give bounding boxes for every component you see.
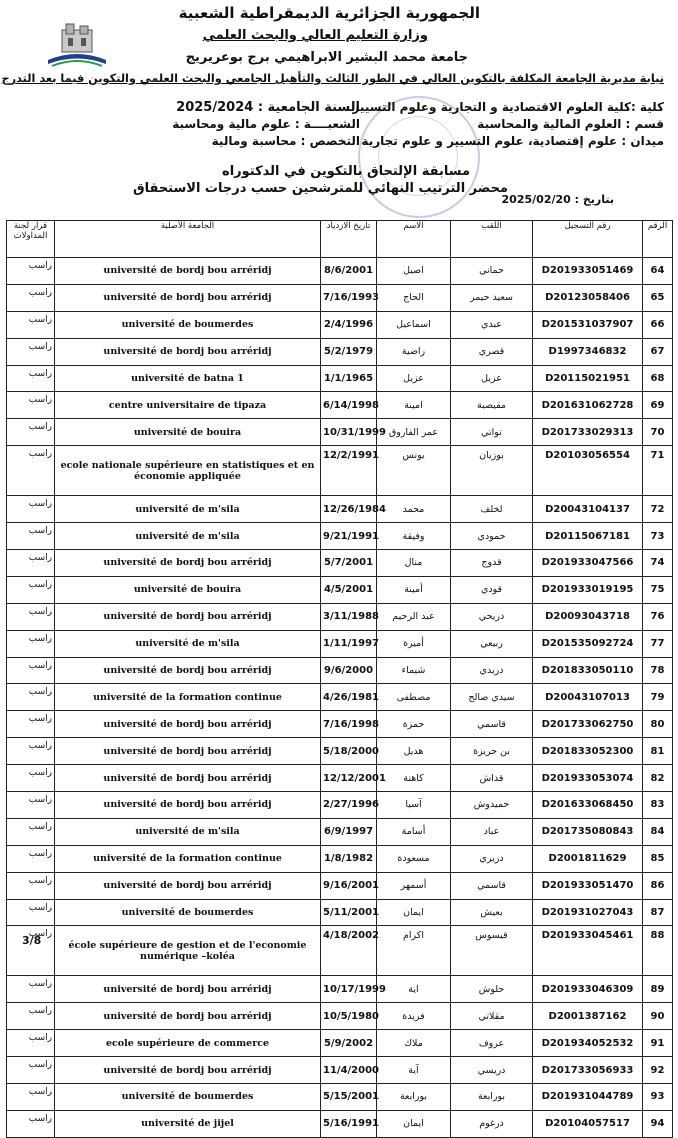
table-row: [7, 446, 673, 496]
table-row: [7, 926, 673, 976]
surname-cell: سعيد حيمر: [451, 284, 533, 311]
decision-cell: راسب: [7, 1003, 55, 1030]
university-cell: université de la formation continue: [55, 845, 321, 872]
col-name: الاسم: [377, 221, 451, 258]
rank-cell: 64: [643, 258, 673, 285]
university-cell: université de bouira: [55, 419, 321, 446]
name-cell: راضية: [377, 338, 451, 365]
vice-rectorate-title: نيابة مديرية الجامعة المكلفة بالتكوين العالي في الطور الثالث والتأهيل الجامعي والبحث العلمي والتكوين فيما بعد التدرج: [1, 72, 664, 85]
decision-cell: راسب: [7, 630, 55, 657]
decision-cell: راسب: [7, 818, 55, 845]
table-row: [7, 630, 673, 657]
decision-cell: راسب: [7, 496, 55, 523]
decision-cell: راسب: [7, 311, 55, 338]
registration-cell: D201733029313: [533, 419, 643, 446]
university-cell: université de jijel: [55, 1110, 321, 1137]
decision-cell: راسب: [7, 392, 55, 419]
university-cell: école supérieure de gestion et de l'economie numérique –koléa: [55, 926, 321, 976]
birth-date-cell: 1/11/1997: [321, 630, 377, 657]
registration-cell: D201933047566: [533, 550, 643, 577]
birth-date-cell: 3/11/1988: [321, 603, 377, 630]
name-cell: حمزة: [377, 711, 451, 738]
decision-cell: راسب: [7, 338, 55, 365]
name-cell: يونس: [377, 446, 451, 496]
birth-date-cell: 9/21/1991: [321, 523, 377, 550]
table-header-row: [7, 221, 673, 258]
birth-date-cell: 12/26/1984: [321, 496, 377, 523]
table-row: [7, 419, 673, 446]
name-cell: امينة: [377, 392, 451, 419]
table-row: [7, 365, 673, 392]
name-cell: أسمهر: [377, 872, 451, 899]
official-stamp: [358, 96, 480, 218]
rank-cell: 80: [643, 711, 673, 738]
table-row: [7, 711, 673, 738]
decision-cell: راسب: [7, 603, 55, 630]
registration-cell: D201933053074: [533, 765, 643, 792]
rank-cell: 83: [643, 792, 673, 819]
decision-cell: راسب: [7, 1030, 55, 1057]
university-cell: université de bordj bou arréridj: [55, 550, 321, 577]
decision-cell: راسب: [7, 976, 55, 1003]
decision-cell: راسب: [7, 899, 55, 926]
rank-cell: 67: [643, 338, 673, 365]
surname-cell: حمودي: [451, 523, 533, 550]
table-row: [7, 738, 673, 765]
name-cell: آية: [377, 1057, 451, 1084]
registration-cell: D20115067181: [533, 523, 643, 550]
rank-cell: 71: [643, 446, 673, 496]
rank-cell: 75: [643, 576, 673, 603]
name-cell: اية: [377, 976, 451, 1003]
table-row: [7, 657, 673, 684]
name-cell: ايمان: [377, 899, 451, 926]
university-cell: université de bordj bou arréridj: [55, 711, 321, 738]
table-row: [7, 872, 673, 899]
surname-cell: سيدي صالح: [451, 684, 533, 711]
registration-cell: D20043104137: [533, 496, 643, 523]
surname-cell: تواتي: [451, 419, 533, 446]
department-label: قسم : العلوم المالية والمحاسبة: [477, 117, 664, 131]
ranking-report-title: محضر الترتيب النهائي للمترشحين حسب درجات الاستحقاق: [132, 181, 508, 196]
registration-cell: D20043107013: [533, 684, 643, 711]
decision-cell: راسب: [7, 765, 55, 792]
registration-cell: D20115021951: [533, 365, 643, 392]
registration-cell: D201733056933: [533, 1057, 643, 1084]
table-row: [7, 899, 673, 926]
col-university: الجامعة الأصلية: [55, 221, 321, 258]
col-birth-date: تاريخ الازدياد: [321, 221, 377, 258]
birth-date-cell: 2/4/1996: [321, 311, 377, 338]
name-cell: منال: [377, 550, 451, 577]
decision-cell: راسب: [7, 419, 55, 446]
birth-date-cell: 12/2/1991: [321, 446, 377, 496]
birth-date-cell: 5/18/2000: [321, 738, 377, 765]
surname-cell: مقلاتي: [451, 1003, 533, 1030]
university-cell: université de boumerdes: [55, 311, 321, 338]
table-row: [7, 1057, 673, 1084]
birth-date-cell: 10/17/1999: [321, 976, 377, 1003]
surname-cell: قودي: [451, 576, 533, 603]
decision-cell: راسب: [7, 1084, 55, 1111]
surname-cell: دزيري: [451, 845, 533, 872]
birth-date-cell: 11/4/2000: [321, 1057, 377, 1084]
name-cell: محمد: [377, 496, 451, 523]
table-row: [7, 1003, 673, 1030]
birth-date-cell: 4/18/2002: [321, 926, 377, 976]
birth-date-cell: 4/26/1981: [321, 684, 377, 711]
name-cell: الحاج: [377, 284, 451, 311]
surname-cell: حلوش: [451, 976, 533, 1003]
decision-cell: راسب: [7, 258, 55, 285]
name-cell: ملاك: [377, 1030, 451, 1057]
surname-cell: درغوم: [451, 1110, 533, 1137]
rank-cell: 68: [643, 365, 673, 392]
registration-cell: D201933019195: [533, 576, 643, 603]
registration-cell: D20103056554: [533, 446, 643, 496]
rank-cell: 78: [643, 657, 673, 684]
name-cell: عزيل: [377, 365, 451, 392]
surname-cell: بورابعة: [451, 1084, 533, 1111]
academic-year-label: السنة الجامعية : 2025/2024: [176, 100, 360, 115]
surname-cell: بن حريزة: [451, 738, 533, 765]
university-cell: université de bordj bou arréridj: [55, 603, 321, 630]
birth-date-cell: 9/6/2000: [321, 657, 377, 684]
rank-cell: 70: [643, 419, 673, 446]
university-cell: université de bordj bou arréridj: [55, 976, 321, 1003]
table-row: [7, 1084, 673, 1111]
name-cell: ايمان: [377, 1110, 451, 1137]
university-cell: université de bouira: [55, 576, 321, 603]
decision-cell: راسب: [7, 365, 55, 392]
surname-cell: مقيصبة: [451, 392, 533, 419]
birth-date-cell: 1/1/1965: [321, 365, 377, 392]
decision-cell: راسب: [7, 845, 55, 872]
birth-date-cell: 7/16/1998: [321, 711, 377, 738]
col-decision: قرار لجنة المداولات: [7, 221, 55, 258]
birth-date-cell: 1/8/1982: [321, 845, 377, 872]
faculty-label: كلية :كلية العلوم الاقتصادية و التجارية وعلوم التسيير: [352, 100, 664, 114]
branch-label: الشعبــــة : علوم مالية ومحاسبة: [172, 117, 360, 131]
table-row: [7, 523, 673, 550]
registration-cell: D2001387162: [533, 1003, 643, 1030]
table-row: [7, 818, 673, 845]
table-row: [7, 338, 673, 365]
surname-cell: عروف: [451, 1030, 533, 1057]
registration-cell: D201934052532: [533, 1030, 643, 1057]
birth-date-cell: 8/6/2001: [321, 258, 377, 285]
report-date: بتاريخ : 2025/02/20: [501, 193, 614, 206]
rank-cell: 77: [643, 630, 673, 657]
rank-cell: 94: [643, 1110, 673, 1137]
birth-date-cell: 9/16/2001: [321, 872, 377, 899]
decision-cell: راسب: [7, 792, 55, 819]
university-cell: université de bordj bou arréridj: [55, 1003, 321, 1030]
surname-cell: قيسوس: [451, 926, 533, 976]
surname-cell: قاسمي: [451, 711, 533, 738]
registration-cell: D20104057517: [533, 1110, 643, 1137]
name-cell: كاهنة: [377, 765, 451, 792]
decision-cell: راسب: [7, 872, 55, 899]
surname-cell: عباد: [451, 818, 533, 845]
birth-date-cell: 5/9/2002: [321, 1030, 377, 1057]
name-cell: وفيقة: [377, 523, 451, 550]
table-row: [7, 684, 673, 711]
decision-cell: راسب: [7, 684, 55, 711]
name-cell: اصيل: [377, 258, 451, 285]
page-number: 3/8: [22, 934, 42, 947]
registration-cell: D201933046309: [533, 976, 643, 1003]
competition-title: مسابقة الإلتحاق بالتكوين في الدكتوراه: [222, 164, 470, 179]
registration-cell: D201631062728: [533, 392, 643, 419]
birth-date-cell: 5/16/1991: [321, 1110, 377, 1137]
university-cell: université de m'sila: [55, 630, 321, 657]
registration-cell: D201931027043: [533, 899, 643, 926]
table-row: [7, 311, 673, 338]
decision-cell: راسب: [7, 523, 55, 550]
university-cell: université de bordj bou arréridj: [55, 1057, 321, 1084]
name-cell: عبد الرحيم: [377, 603, 451, 630]
surname-cell: لخلف: [451, 496, 533, 523]
name-cell: أمينة: [377, 576, 451, 603]
rank-cell: 79: [643, 684, 673, 711]
ministry-title: وزارة التعليم العالي والبحث العلمي: [202, 28, 428, 43]
rank-cell: 72: [643, 496, 673, 523]
name-cell: شيماء: [377, 657, 451, 684]
rank-cell: 84: [643, 818, 673, 845]
name-cell: أسامة: [377, 818, 451, 845]
rank-cell: 86: [643, 872, 673, 899]
table-row: [7, 258, 673, 285]
registration-cell: D201531037907: [533, 311, 643, 338]
university-logo-icon: [44, 20, 110, 72]
decision-cell: راسب: [7, 738, 55, 765]
registration-cell: D1997346832: [533, 338, 643, 365]
birth-date-cell: 5/11/2001: [321, 899, 377, 926]
rank-cell: 87: [643, 899, 673, 926]
name-cell: اكرام: [377, 926, 451, 976]
candidates-table: [6, 220, 673, 1138]
table-row: [7, 976, 673, 1003]
surname-cell: قاسمي: [451, 872, 533, 899]
birth-date-cell: 12/12/2001: [321, 765, 377, 792]
university-cell: université de m'sila: [55, 818, 321, 845]
registration-cell: D201933051470: [533, 872, 643, 899]
surname-cell: دريسي: [451, 1057, 533, 1084]
table-row: [7, 603, 673, 630]
birth-date-cell: 4/5/2001: [321, 576, 377, 603]
table-row: [7, 792, 673, 819]
registration-cell: D201735080843: [533, 818, 643, 845]
table-row: [7, 1110, 673, 1137]
name-cell: هديل: [377, 738, 451, 765]
university-cell: université de bordj bou arréridj: [55, 657, 321, 684]
university-cell: université de bordj bou arréridj: [55, 284, 321, 311]
decision-cell: راسب: [7, 550, 55, 577]
birth-date-cell: 5/7/2001: [321, 550, 377, 577]
col-surname: اللقب: [451, 221, 533, 258]
birth-date-cell: 5/15/2001: [321, 1084, 377, 1111]
birth-date-cell: 2/27/1996: [321, 792, 377, 819]
birth-date-cell: 6/14/1998: [321, 392, 377, 419]
table-row: [7, 1030, 673, 1057]
specialty-label: التخصص : محاسبة ومالية: [211, 134, 360, 148]
university-cell: université de boumerdes: [55, 1084, 321, 1111]
surname-cell: عبدي: [451, 311, 533, 338]
table-row: [7, 284, 673, 311]
table-row: [7, 392, 673, 419]
rank-cell: 91: [643, 1030, 673, 1057]
name-cell: عمر الفاروق: [377, 419, 451, 446]
registration-cell: D20093043718: [533, 603, 643, 630]
name-cell: فريدة: [377, 1003, 451, 1030]
university-cell: université de bordj bou arréridj: [55, 792, 321, 819]
birth-date-cell: 10/5/1980: [321, 1003, 377, 1030]
decision-cell: راسب: [7, 711, 55, 738]
decision-cell: راسب: [7, 284, 55, 311]
surname-cell: بوزيان: [451, 446, 533, 496]
decision-cell: راسب: [7, 1110, 55, 1137]
surname-cell: قدوج: [451, 550, 533, 577]
table-row: [7, 576, 673, 603]
university-cell: université de bordj bou arréridj: [55, 738, 321, 765]
birth-date-cell: 7/16/1993: [321, 284, 377, 311]
university-cell: université de m'sila: [55, 523, 321, 550]
table-row: [7, 550, 673, 577]
university-cell: université de la formation continue: [55, 684, 321, 711]
decision-cell: راسب: [7, 576, 55, 603]
surname-cell: قداش: [451, 765, 533, 792]
birth-date-cell: 6/9/1997: [321, 818, 377, 845]
rank-cell: 89: [643, 976, 673, 1003]
registration-cell: D201933045461: [533, 926, 643, 976]
rank-cell: 81: [643, 738, 673, 765]
rank-cell: 92: [643, 1057, 673, 1084]
name-cell: اسماعيل: [377, 311, 451, 338]
university-cell: ecole nationale supérieure en statistiques et en économie appliquée: [55, 446, 321, 496]
university-cell: ecole supérieure de commerce: [55, 1030, 321, 1057]
university-cell: université de bordj bou arréridj: [55, 338, 321, 365]
university-cell: centre universitaire de tipaza: [55, 392, 321, 419]
registration-cell: D201933051469: [533, 258, 643, 285]
university-cell: université de bordj bou arréridj: [55, 765, 321, 792]
rank-cell: 69: [643, 392, 673, 419]
table-row: [7, 845, 673, 872]
decision-cell: راسب: [7, 926, 55, 976]
university-cell: université de bordj bou arréridj: [55, 258, 321, 285]
registration-cell: D201733062750: [533, 711, 643, 738]
surname-cell: قصري: [451, 338, 533, 365]
field-label: ميدان : علوم إقتصادية، علوم التسيير و علوم تجارية: [361, 134, 664, 148]
surname-cell: دريحي: [451, 603, 533, 630]
university-cell: université de m'sila: [55, 496, 321, 523]
rank-cell: 66: [643, 311, 673, 338]
name-cell: أميرة: [377, 630, 451, 657]
university-cell: université de boumerdes: [55, 899, 321, 926]
surname-cell: عزيل: [451, 365, 533, 392]
registration-cell: D201535092724: [533, 630, 643, 657]
rank-cell: 85: [643, 845, 673, 872]
republic-title: الجمهورية الجزائرية الديمقراطية الشعبية: [178, 4, 480, 22]
decision-cell: راسب: [7, 657, 55, 684]
rank-cell: 88: [643, 926, 673, 976]
name-cell: بورابعة: [377, 1084, 451, 1111]
col-rank: الرقم: [643, 221, 673, 258]
rank-cell: 74: [643, 550, 673, 577]
registration-cell: D201931044789: [533, 1084, 643, 1111]
decision-cell: راسب: [7, 1057, 55, 1084]
surname-cell: دريدي: [451, 657, 533, 684]
surname-cell: حميدوش: [451, 792, 533, 819]
rank-cell: 76: [643, 603, 673, 630]
rank-cell: 93: [643, 1084, 673, 1111]
university-cell: université de batna 1: [55, 365, 321, 392]
rank-cell: 65: [643, 284, 673, 311]
registration-cell: D2001811629: [533, 845, 643, 872]
surname-cell: ربيعي: [451, 630, 533, 657]
name-cell: مصطفى: [377, 684, 451, 711]
registration-cell: D201633068450: [533, 792, 643, 819]
registration-cell: D201833052300: [533, 738, 643, 765]
table-row: [7, 765, 673, 792]
name-cell: مسعودة: [377, 845, 451, 872]
university-title: جامعة محمد البشير الابراهيمي برج بوعريريج: [185, 50, 468, 65]
col-registration: رقم التسجيل: [533, 221, 643, 258]
rank-cell: 82: [643, 765, 673, 792]
rank-cell: 90: [643, 1003, 673, 1030]
name-cell: آسيا: [377, 792, 451, 819]
table-row: [7, 496, 673, 523]
registration-cell: D20123058406: [533, 284, 643, 311]
surname-cell: حماني: [451, 258, 533, 285]
birth-date-cell: 10/31/1999: [321, 419, 377, 446]
rank-cell: 73: [643, 523, 673, 550]
birth-date-cell: 5/2/1979: [321, 338, 377, 365]
decision-cell: راسب: [7, 446, 55, 496]
university-cell: université de bordj bou arréridj: [55, 872, 321, 899]
surname-cell: بعيش: [451, 899, 533, 926]
registration-cell: D201833050110: [533, 657, 643, 684]
